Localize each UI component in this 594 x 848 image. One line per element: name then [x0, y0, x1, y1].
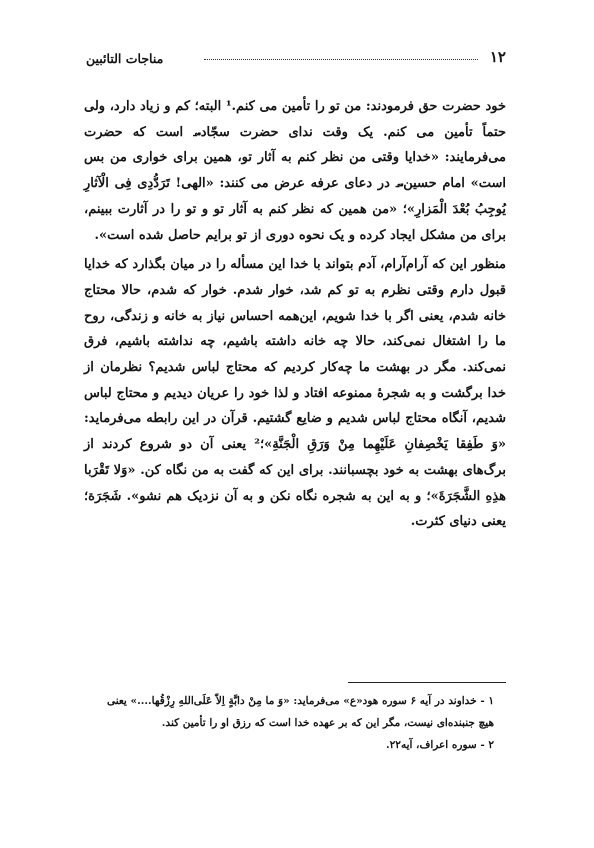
body-text [84, 94, 506, 535]
page-number: ۱۲ [489, 48, 506, 66]
footnote-2: ۲ - سوره اعراف، آیه۲۲. [386, 739, 494, 751]
page-header [84, 40, 506, 66]
footnotes [96, 690, 494, 756]
body-paragraph: منظور این که آرام‌آرام، آدم بتواند با خدا این مسأله را در میان بگذارد که خدایا قبول دارم وقتی نظرم به تو کم شد، خوار شدم. خوار که شدم، حالا محتاج خانه شدم، یعنی اگر با خدا شویم، این‌همه احساس نیاز به خانه و زندگی، روح ما را اشتغال نمی‌کند، حالا چه خانه داشته باشیم، چه نداشته باشیم، فرق نمی‌کند. مگر در بهشت ما چه‌کار کردیم که محتاج لباس شدیم؟ نظرمان از خدا برگشت و به شجرهٔ ممنوعه افتاد و لذا خود را عریان دیدیم و محتاج لباس شدیم، آنگاه محتاج لباس شدیم و ضایع گشتیم. قرآن در این رابطه می‌فرماید: «وَ طَفِقا یَخْصِفانِ عَلَیْهِما مِنْ وَرَقِ الْجَنَّةِ»؛² یعنی آن دو شروع کردند از برگ‌های بهشت به خود بچسبانند. برای این که گفت به من نگاه کن. «وَلا تَقْرَبا هذِهِ الشَّجَرَةَ»؛ و به این به شجره نگاه نکن و به آن نزدیک هم نشو». شَجَرَة؛ یعنی دنیای کثرت. [84, 257, 506, 530]
body-paragraph: خود حضرت حق فرمودند: من تو را تأمین می کنم.¹ البته؛ کم و زیاد دارد، ولی حتماً تأمین می کنم. یک وقت ندای حضرت سجّاد؄ است که حضرت می‌فرمایند: «خدایا وقتی من نظر کنم به آثار تو، همین برای خواری من بس است» امام حسین؄ در دعای عرفه عرض می کنند: «الهی! تَرَدُّدِی فِی الْآثارِ یُوجِبُ بُعْدَ الْمَزارِ»؛ «من همین که نظر کنم به آثار تو و تو را در آثارت ببینم، برای من مشکل ایجاد کرده و یک نحوه دوری از تو برایم حاصل شده است». [84, 99, 506, 243]
running-title: مناجات التائبین [86, 51, 164, 66]
footnote-1: ۱ - خداوند در آیه ۶ سوره هود«ع» می‌فرماید: «وَ ما مِنْ دابَّةٍ اِلاّ عَلَی‌اللهِ رِزْقُها....» یعنی هیچ جنبنده‌ای نیست، مگر این که بر عهده خدا است که رزق او را تأمین کند. [106, 695, 494, 729]
footnote-separator [348, 682, 506, 683]
header-dotted-leader [204, 59, 478, 60]
